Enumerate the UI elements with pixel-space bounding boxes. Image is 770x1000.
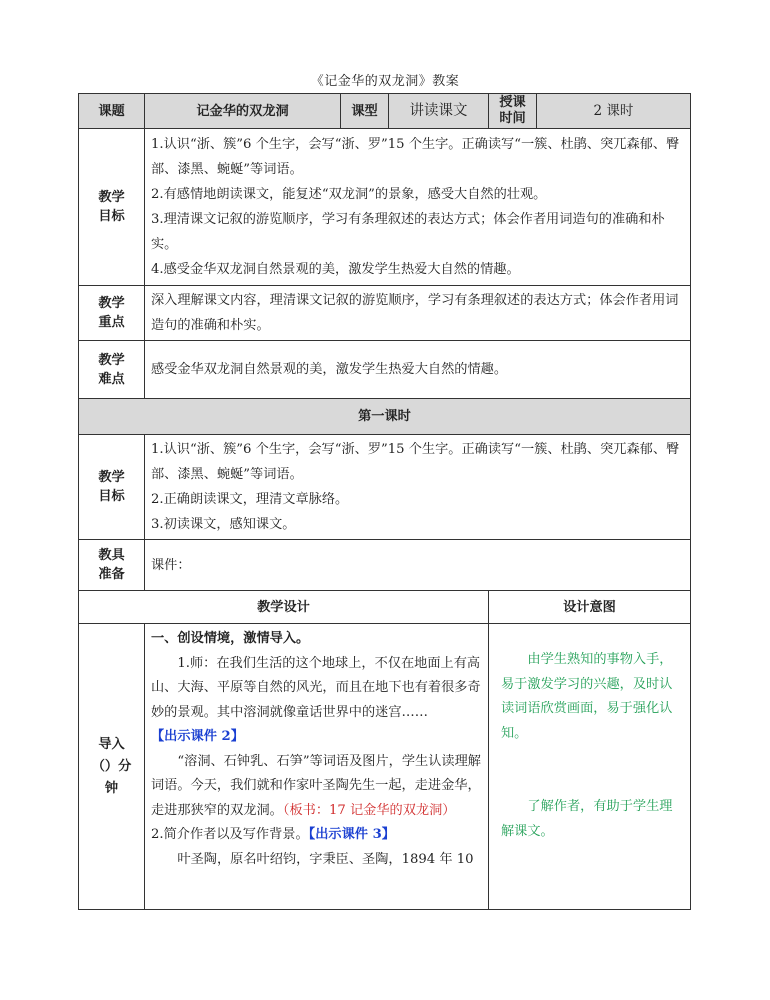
key-points-row xyxy=(79,286,691,341)
tools-row xyxy=(79,540,691,591)
intro-design xyxy=(145,624,489,910)
tools-label: 教具 准备 xyxy=(79,540,145,591)
difficulties-content: 感受金华双龙洞自然景观的美，激发学生热爱大自然的情趣。 xyxy=(145,341,691,399)
goal-item: 2.有感情地朗读课文，能复述“双龙洞”的景象，感受大自然的壮观。 xyxy=(151,187,547,202)
intro-paragraph: 1.师：在我们生活的这个地球上，不仅在地面上有高山、大海、平原等自然的风光，而且在地下也有着很多奇妙的景观。其中溶洞就像童话世界中的迷宫…… xyxy=(151,655,481,720)
key-points-content: 深入理解课文内容，理清课文记叙的游览顺序，学习有条理叙述的表达方式；体会作者用词造句的准确和朴实。 xyxy=(145,286,691,341)
lesson-goals-row xyxy=(79,435,691,540)
topic-value: 记金华的双龙洞 xyxy=(145,94,341,129)
goals-content xyxy=(145,129,691,286)
intro-row xyxy=(79,624,691,910)
goals-label: 教学 目标 xyxy=(79,129,145,286)
time-label-line-1: 授课 xyxy=(499,95,526,110)
intent-note: 了解作者，有助于学生理解课文。 xyxy=(501,799,673,839)
first-lesson-row xyxy=(79,399,691,435)
intro-heading: 一、创设情境，激情导入。 xyxy=(151,631,310,646)
goal-item: 4.感受金华双龙洞自然景观的美，激发学生热爱大自然的情趣。 xyxy=(151,262,520,277)
key-points-label: 教学 重点 xyxy=(79,286,145,341)
courseware-label: 【出示课件 3】 xyxy=(308,827,395,842)
intent-header: 设计意图 xyxy=(489,591,691,624)
topic-label: 课题 xyxy=(79,94,145,129)
first-lesson-title: 第一课时 xyxy=(79,399,691,435)
type-label: 课型 xyxy=(341,94,389,129)
difficulties-row xyxy=(79,341,691,399)
design-header: 教学设计 xyxy=(79,591,489,624)
intro-paragraph: 叶圣陶，原名叶绍钧，字秉臣、圣陶，1894 年 10 xyxy=(177,851,474,867)
lesson-goals-label: 教学 目标 xyxy=(79,435,145,540)
intro-paragraph: 2.简介作者以及写作背景。 xyxy=(151,827,309,842)
intro-label: 导入 （）分 钟 xyxy=(79,624,145,910)
intent-note: 由学生熟知的事物入手，易于激发学习的兴趣，及时认读词语欣赏画面，易于强化认知。 xyxy=(501,652,673,741)
design-header-row xyxy=(79,591,691,624)
lesson-goal-item: 3.初读课文，感知课文。 xyxy=(151,517,296,532)
goal-item: 3.理清课文记叙的游览顺序，学习有条理叙述的表达方式；体会作者用词造句的准确和朴实。 xyxy=(151,212,665,252)
goal-item: 1.认识“浙、簇”6 个生字，会写“浙、罗”15 个生字。正确读写“一簇、杜鹃、突兀森郁、臀部、漆黑、蜿蜒”等词语。 xyxy=(151,137,680,177)
time-label-line-2: 时间 xyxy=(499,111,526,126)
intro-intent xyxy=(489,624,691,910)
time-label xyxy=(489,94,537,129)
intro-paragraph: “溶洞、石钟乳、石笋”等词语及图片，学生认读理解词语。今天，我们就和作家叶圣陶先生一起，走进金华，走进那狭窄的双龙洞。 xyxy=(151,753,481,818)
tools-content: 课件： xyxy=(145,540,691,591)
header-row xyxy=(79,94,691,129)
lesson-goal-item: 1.认识“浙、簇”6 个生字，会写“浙、罗”15 个生字。正确读写“一簇、杜鹃、突兀森郁、臀部、漆黑、蜿蜒”等词语。 xyxy=(151,442,680,482)
board-note: （板书：17 记金华的双龙洞） xyxy=(282,802,456,818)
type-value: 讲读课文 xyxy=(389,94,489,129)
document-title: 《记金华的双龙洞》教案 xyxy=(310,74,460,89)
lesson-goal-item: 2.正确朗读课文，理清文章脉络。 xyxy=(151,492,349,507)
courseware-label: 【出示课件 2】 xyxy=(151,729,244,744)
time-value: 2 课时 xyxy=(537,94,691,129)
goals-row xyxy=(79,129,691,286)
difficulties-label: 教学 难点 xyxy=(79,341,145,399)
lesson-plan-table xyxy=(78,93,691,910)
lesson-goals-content xyxy=(145,435,691,540)
